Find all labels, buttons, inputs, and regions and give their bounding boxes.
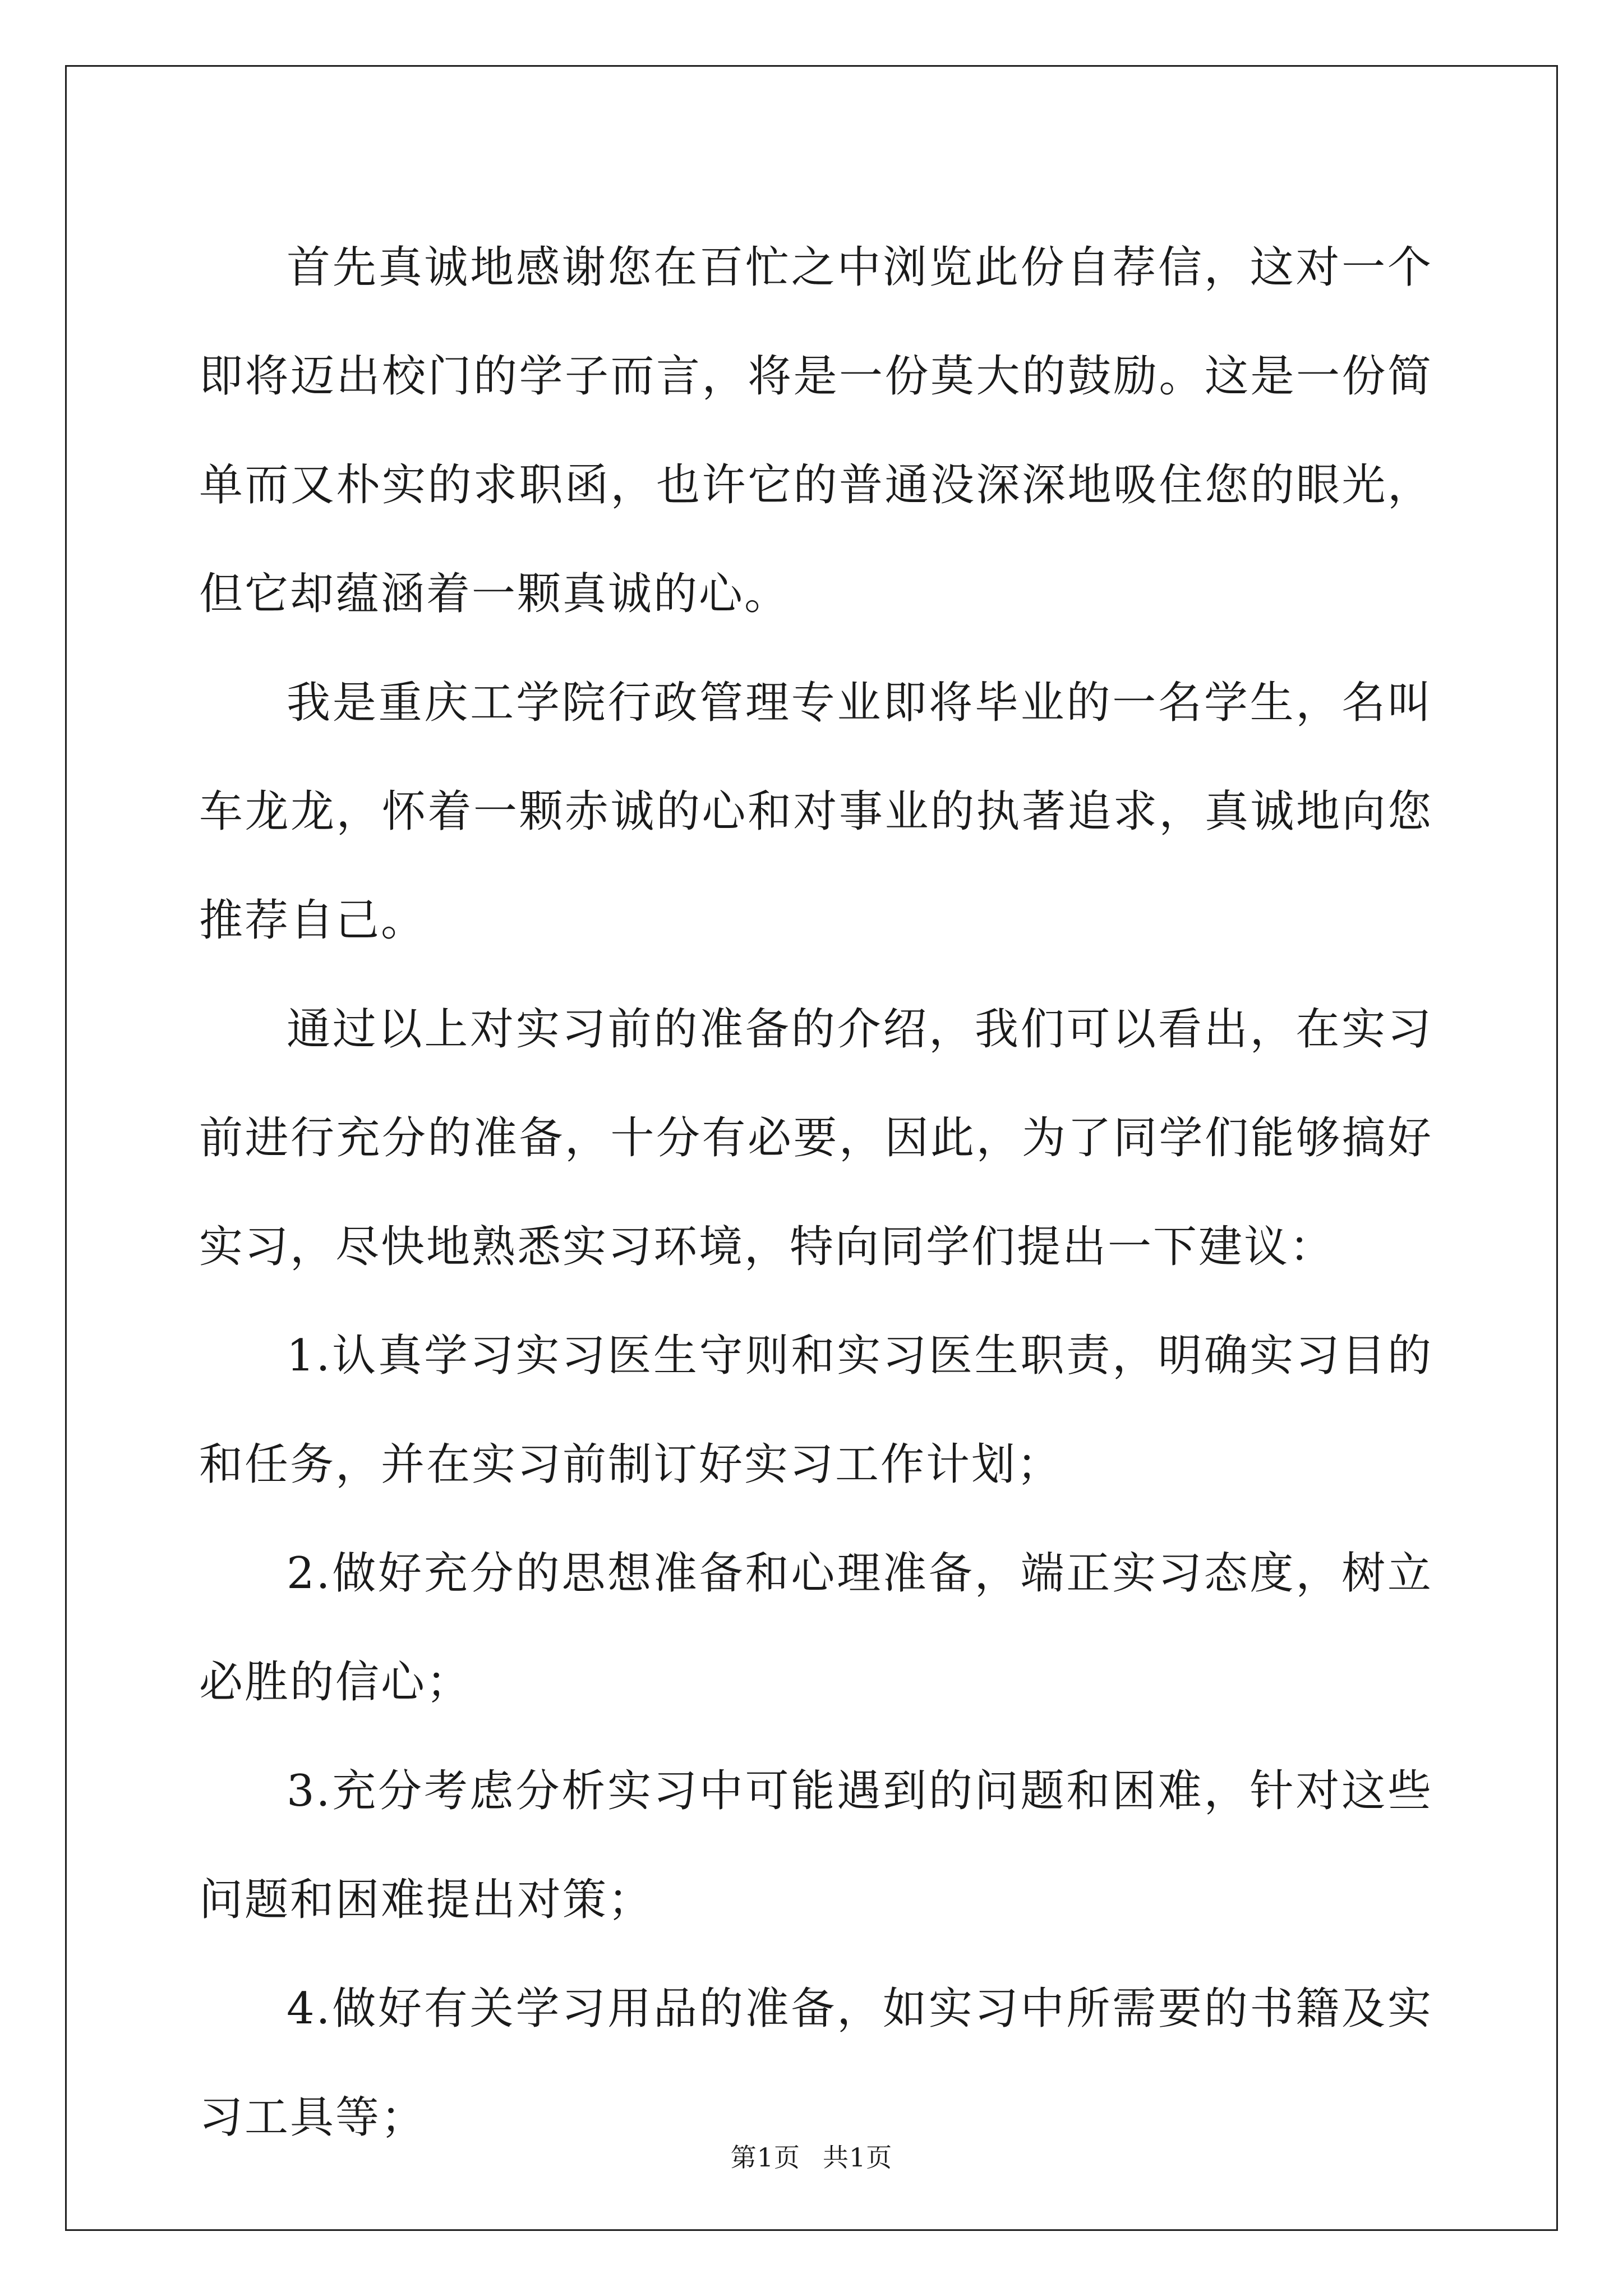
paragraph: 通过以上对实习前的准备的介绍，我们可以看出，在实习前进行充分的准备，十分有必要，因此，为了同学们能够搞好实习，尽快地熟悉实习环境，特向同学们提出一下建议：	[199, 1004, 1433, 1272]
page-footer	[0, 2137, 1623, 2174]
paragraph: 1.认真学习实习医生守则和实习医生职责，明确实习目的和任务，并在实习前制订好实习工作计划；	[199, 1331, 1433, 1490]
paragraph: 我是重庆工学院行政管理专业即将毕业的一名学生，名叫车龙龙，怀着一颗赤诚的心和对事业的执著追求，真诚地向您推荐自己。	[199, 678, 1433, 946]
paragraph: 首先真诚地感谢您在百忙之中浏览此份自荐信，这对一个即将迈出校门的学子而言，将是一份莫大的鼓励。这是一份简单而又朴实的求职函，也许它的普通没深深地吸住您的眼光，但它却蕴涵着一颗真诚的心。	[199, 242, 1433, 619]
paragraph: 3.充分考虑分析实习中可能遇到的问题和困难，针对这些问题和困难提出对策；	[199, 1766, 1433, 1925]
page-total: 共1页	[823, 2142, 893, 2173]
paragraph: 4.做好有关学习用品的准备，如实习中所需要的书籍及实习工具等；	[199, 1984, 1433, 2143]
paragraph: 2.做好充分的思想准备和心理准备，端正实习态度，树立必胜的信心；	[199, 1548, 1433, 1708]
page-number: 第1页	[730, 2142, 800, 2173]
document-body	[199, 213, 1433, 2172]
